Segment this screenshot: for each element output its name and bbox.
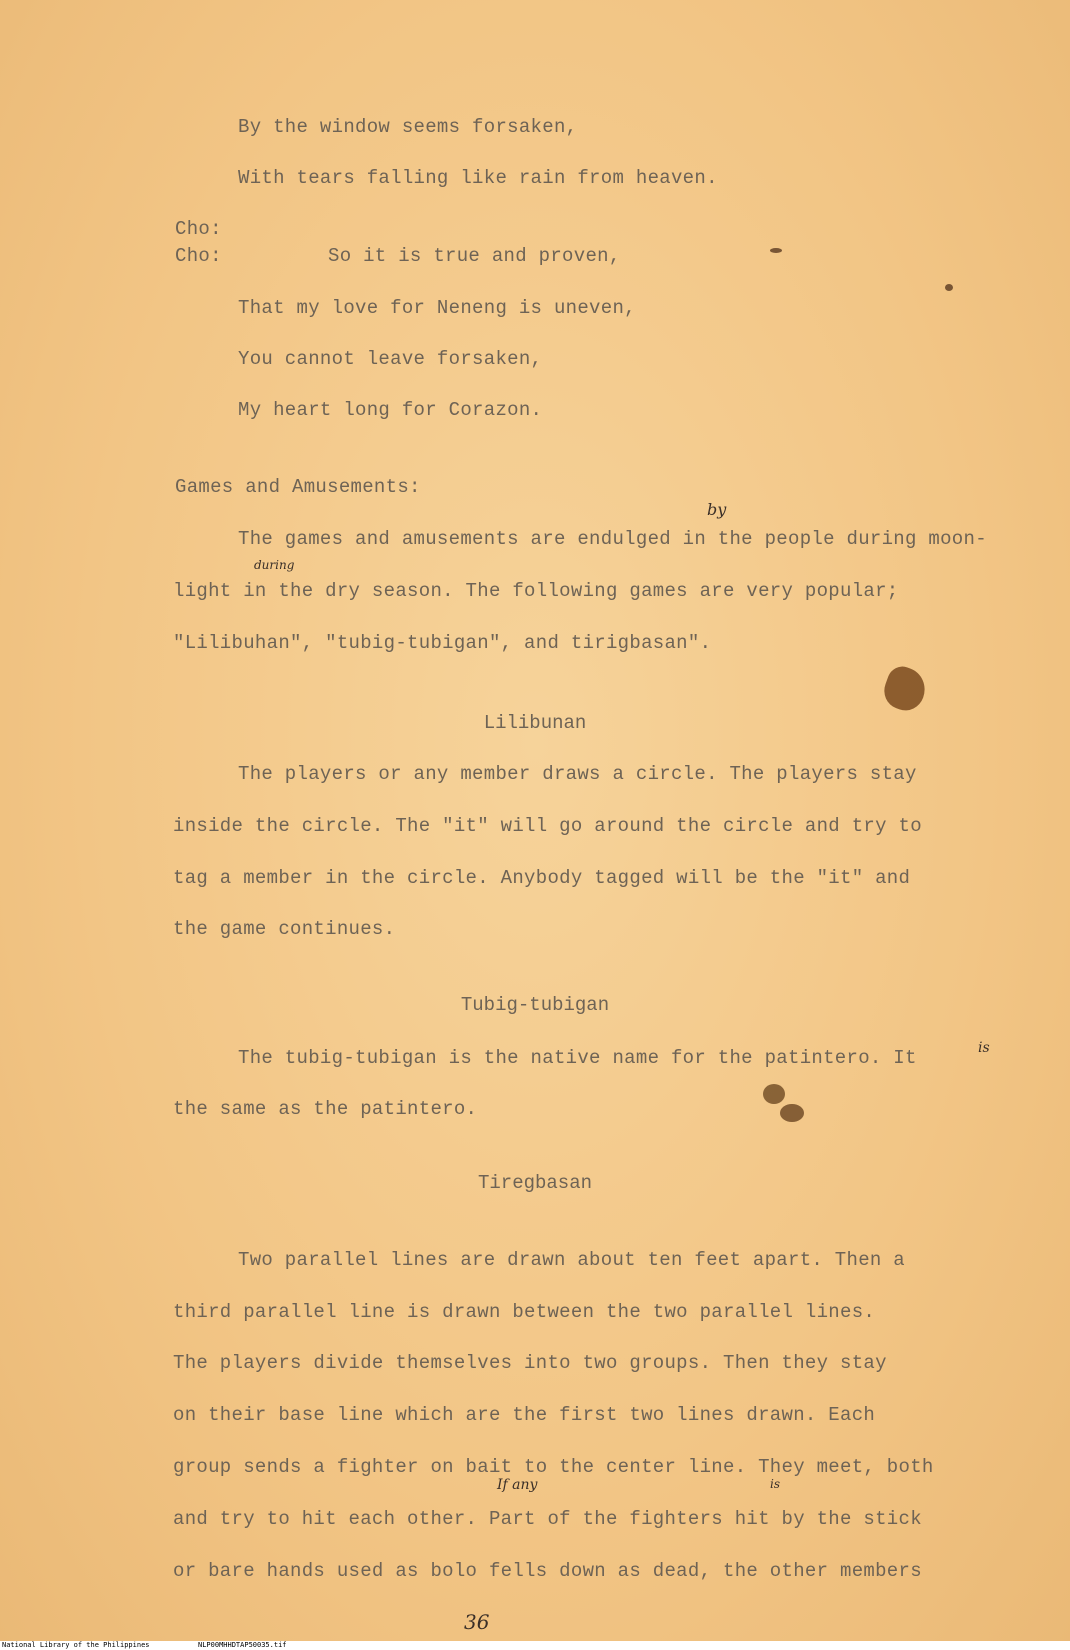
paragraph-line: Two parallel lines are drawn about ten feet apart. Then a [238, 1249, 906, 1271]
paragraph-line: inside the circle. The "it" will go around the circle and try to [173, 815, 922, 837]
ink-stain [945, 284, 953, 291]
subsection-title: Tubig-tubigan [460, 994, 610, 1016]
paragraph-line: and try to hit each other. Part of the fighters hit by the stick [173, 1508, 922, 1530]
paragraph-line: on their base line which are the first two lines drawn. Each [173, 1404, 876, 1426]
paragraph-line: The games and amusements are endulged in the people during moon- [238, 528, 987, 550]
verse-line: You cannot leave forsaken, [238, 348, 543, 370]
paragraph-line: light in the dry season. The following games are very popular; [173, 580, 899, 602]
ink-stain [763, 1084, 785, 1104]
verse-line: With tears falling like rain from heaven. [238, 167, 718, 189]
handwritten-annotation: during [254, 558, 295, 572]
archive-footer [0, 1641, 1070, 1650]
verse-line: That my love for Neneng is uneven, [238, 297, 636, 319]
paragraph-line: group sends a fighter on bait to the center line. They meet, both [173, 1456, 934, 1478]
speaker-label: Cho: [175, 218, 222, 240]
verse-line: So it is true and proven, [328, 245, 621, 267]
speaker-label: Cho: [175, 245, 222, 267]
section-heading: Games and Amusements: [175, 476, 421, 498]
footer-filename: NLP00MHHDTAP50035.tif [198, 1641, 287, 1649]
paragraph-line: "Lilibuhan", "tubig-tubigan", and tirigbasan". [173, 632, 712, 654]
handwritten-annotation: is [978, 1040, 990, 1056]
subsection-title: Tiregbasan [477, 1172, 593, 1194]
paragraph-line: or bare hands used as bolo fells down as dead, the other members [173, 1560, 922, 1582]
verse-line: By the window seems forsaken, [238, 116, 578, 138]
verse-line: My heart long for Corazon. [238, 399, 543, 421]
paragraph-line: The tubig-tubigan is the native name for the patintero. It [238, 1047, 917, 1069]
page-number: 36 [464, 1610, 490, 1634]
ink-stain [770, 248, 782, 253]
paragraph-line: the game continues. [173, 918, 396, 940]
footer-library: National Library of the Philippines [2, 1641, 150, 1649]
paragraph-line: The players or any member draws a circle. The players stay [238, 763, 917, 785]
handwritten-annotation: If any [497, 1477, 538, 1493]
paragraph-line: The players divide themselves into two groups. Then they stay [173, 1352, 887, 1374]
handwritten-annotation: is [770, 1477, 780, 1491]
paragraph-line: third parallel line is drawn between the two parallel lines. [173, 1301, 876, 1323]
handwritten-annotation: by [707, 500, 727, 519]
ink-stain [879, 662, 931, 715]
ink-stain [780, 1104, 804, 1122]
paragraph-line: the same as the patintero. [173, 1098, 478, 1120]
subsection-title: Lilibunan [483, 712, 587, 734]
paragraph-line: tag a member in the circle. Anybody tagged will be the "it" and [173, 867, 911, 889]
